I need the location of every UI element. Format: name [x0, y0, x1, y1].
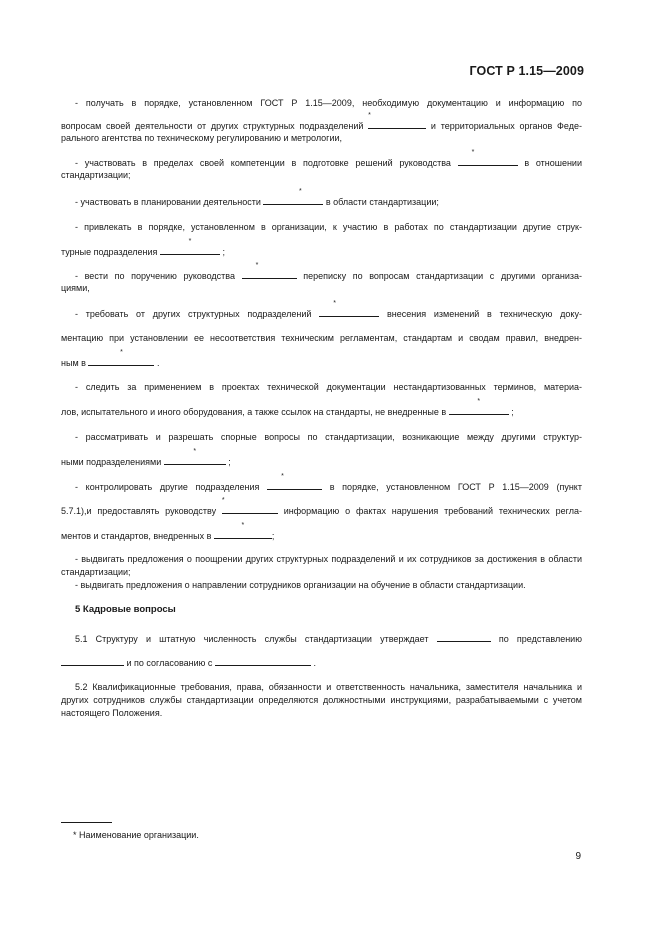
list-item-cont: ментов и стандартов, внедренных в * ;	[61, 522, 275, 541]
blank-field: *	[160, 245, 220, 255]
list-item-cont: циями,	[61, 283, 90, 293]
blank-field: *	[214, 529, 272, 539]
list-item-cont: ным в * .	[61, 349, 160, 368]
list-item-cont: ментацию при установлении ее несоответствия техническим регламентам, стандартам и сводам правил, внедрен-	[61, 333, 582, 343]
footnote-rule	[61, 822, 112, 823]
list-item: - контролировать другие подразделения * в порядке, установленном ГОСТ Р 1.15—2009 (пункт	[75, 473, 582, 492]
list-item-cont: турные подразделения * ;	[61, 238, 225, 257]
list-item-cont: вопросам своей деятельности от других структурных подразделений * и территориальных органов Феде-	[61, 112, 582, 131]
blank-field	[437, 632, 491, 642]
blank-field: *	[368, 119, 426, 129]
blank-field: *	[458, 156, 518, 166]
list-item-cont: лов, испытательного и иного оборудования, а также ссылок на стандарты, не внедренные в * ;	[61, 398, 514, 417]
section-heading: 5 Кадровые вопросы	[75, 604, 176, 615]
blank-field: *	[164, 455, 226, 465]
list-item-cont: рального агентства по техническому регулированию и метрологии,	[61, 133, 343, 143]
list-item: - требовать от других структурных подразделений * внесения изменений в техническую доку-	[75, 300, 582, 319]
blank-field: *	[88, 356, 154, 366]
list-item: - привлекать в порядке, установленном в организации, к участию в работах по стандартизации другие струк-	[75, 222, 582, 232]
list-item-cont: стандартизации;	[61, 170, 131, 180]
blank-field: *	[242, 269, 297, 279]
list-item: - выдвигать предложения о направлении сотрудников организации на обучение в области стандартизации.	[75, 580, 526, 590]
list-item: - следить за применением в проектах технической документации нестандартизованных терминов, материа-	[75, 382, 582, 392]
list-item: - участвовать в планировании деятельности * в области стандартизации;	[75, 188, 439, 207]
paragraph-5-2: 5.2 Квалификационные требования, права, обязанности и ответственность начальника, заместителя начальника и других сотрудников службы стандартизации определяются должностными инструкциями, разрабатываемыми с учетом настоящего Положения.	[61, 682, 582, 718]
blank-field	[215, 656, 311, 666]
list-item: - рассматривать и разрешать спорные вопросы по стандартизации, возникающие между другими структур-	[75, 432, 582, 442]
list-item: - участвовать в пределах своей компетенции в подготовке решений руководства * в отношении	[75, 149, 582, 168]
blank-field: *	[222, 504, 278, 514]
blank-field: *	[267, 480, 322, 490]
list-item: - получать в порядке, установленном ГОСТ Р 1.15—2009, необходимую документацию и информацию по	[75, 98, 582, 108]
list-item-cont: ными подразделениями * ;	[61, 448, 231, 467]
list-item-cont: 5.7.1),и предоставлять руководству * информацию о фактах нарушения требований технических регла-	[61, 497, 582, 516]
list-item: - вести по поручению руководства * переписку по вопросам стандартизации с другими организа-	[75, 262, 582, 281]
paragraph-5-1: 5.1 Структуру и штатную численность службы стандартизации утверждает по представлению	[75, 634, 582, 644]
blank-field: *	[263, 195, 323, 205]
paragraph-5-1-cont: и по согласованию с .	[61, 656, 582, 670]
page-number: 9	[575, 851, 581, 862]
blank-field: *	[449, 405, 509, 415]
document-id: ГОСТ Р 1.15—2009	[469, 64, 584, 78]
footnote: * Наименование организации.	[73, 830, 199, 840]
list-item: - выдвигать предложения о поощрении других структурных подразделений и их сотрудников за достижения в области стандартизации;	[61, 554, 582, 577]
blank-field: *	[319, 307, 379, 317]
blank-field	[61, 656, 124, 666]
